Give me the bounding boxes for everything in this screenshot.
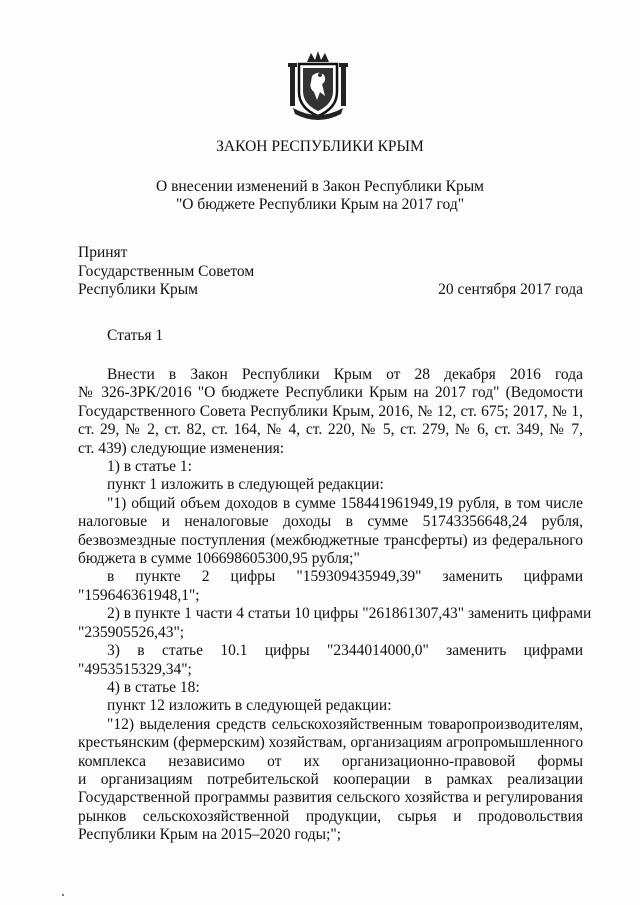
body-line: 3) в статье 10.1 цифры "2344014000,0" заменить цифрами: [107, 642, 583, 660]
subtitle-line: О внесении изменений в Закон Республики Крым: [156, 178, 484, 195]
subtitle-line: "О бюджете Республики Крым на 2017 год": [175, 196, 465, 213]
body-line: Государственной программы развития сельского хозяйства и регулирования: [78, 789, 583, 807]
body-line: 1) в статье 1:: [107, 458, 192, 476]
body-line: "235905526,43";: [78, 623, 185, 641]
article-body: [78, 366, 592, 845]
body-line: налоговые и неналоговые доходы в сумме 51743356648,24 рубля,: [78, 513, 583, 531]
body-line: пункт 1 изложить в следующей редакции:: [107, 476, 384, 494]
body-line: "4953515329,34";: [78, 660, 192, 678]
body-line: 2) в пункте 1 части 4 статьи 10 цифры "261861307,43" заменить цифрами: [107, 605, 592, 623]
body-line: комплекса независимо от их организационно-правовой формы: [78, 752, 583, 770]
adoption-line: Принят: [78, 244, 128, 261]
body-line: Государственного Совета Республики Крым, 2016, № 12, ст. 675; 2017, № 1,: [78, 402, 583, 420]
adoption-block: [78, 244, 254, 300]
body-line: крестьянским (фермерским) хозяйствам, организациям агропромышленного: [78, 734, 584, 752]
adoption-line: Государственным Советом: [78, 262, 255, 280]
body-line: бюджета в сумме 106698605300,95 рубля;": [78, 550, 360, 568]
body-line: "1) общий объем доходов в сумме 158441961949,19 рубля, в том числе: [107, 494, 583, 512]
body-line: и организациям потребительской кооперации в рамках реализации: [78, 770, 583, 788]
body-line: пункт 12 изложить в следующей редакции:: [107, 697, 392, 715]
coat-of-arms-crimea-icon: [287, 48, 349, 120]
document-title: ЗАКОН РЕСПУБЛИКИ КРЫМ: [216, 138, 424, 155]
body-line: в пункте 2 цифры "159309435949,39" заменить цифрами: [107, 568, 583, 586]
body-line: 4) в статье 18:: [107, 678, 200, 696]
body-line: рынков сельскохозяйственной продукции, сырья и продовольствия: [78, 807, 583, 825]
body-line: Республики Крым на 2015–2020 годы;";: [78, 826, 342, 844]
body-line: ст. 439) следующие изменения:: [78, 439, 285, 457]
body-line: № 326-ЗРК/2016 "О бюджете Республики Крым на 2017 год" (Ведомости: [78, 384, 583, 402]
body-line: Внести в Закон Республики Крым от 28 декабря 2016 года: [107, 366, 583, 383]
adoption-date: 20 сентября 2017 года: [438, 281, 583, 298]
scan-speck: [62, 894, 64, 896]
adoption-line: Республики Крым: [78, 281, 198, 298]
article-title: Статья 1: [107, 327, 164, 344]
document-subtitle: [0, 178, 640, 214]
body-line: безвозмездные поступления (межбюджетные трансферты) из федерального: [78, 531, 583, 549]
body-line: ст. 29, № 2, ст. 82, ст. 164, № 4, ст. 220, № 5, ст. 279, № 6, ст. 349, № 7,: [78, 421, 583, 439]
body-line: "12) выделения средств сельскохозяйственным товаропроизводителям,: [107, 715, 583, 733]
body-line: "159646361948,1";: [78, 586, 200, 604]
